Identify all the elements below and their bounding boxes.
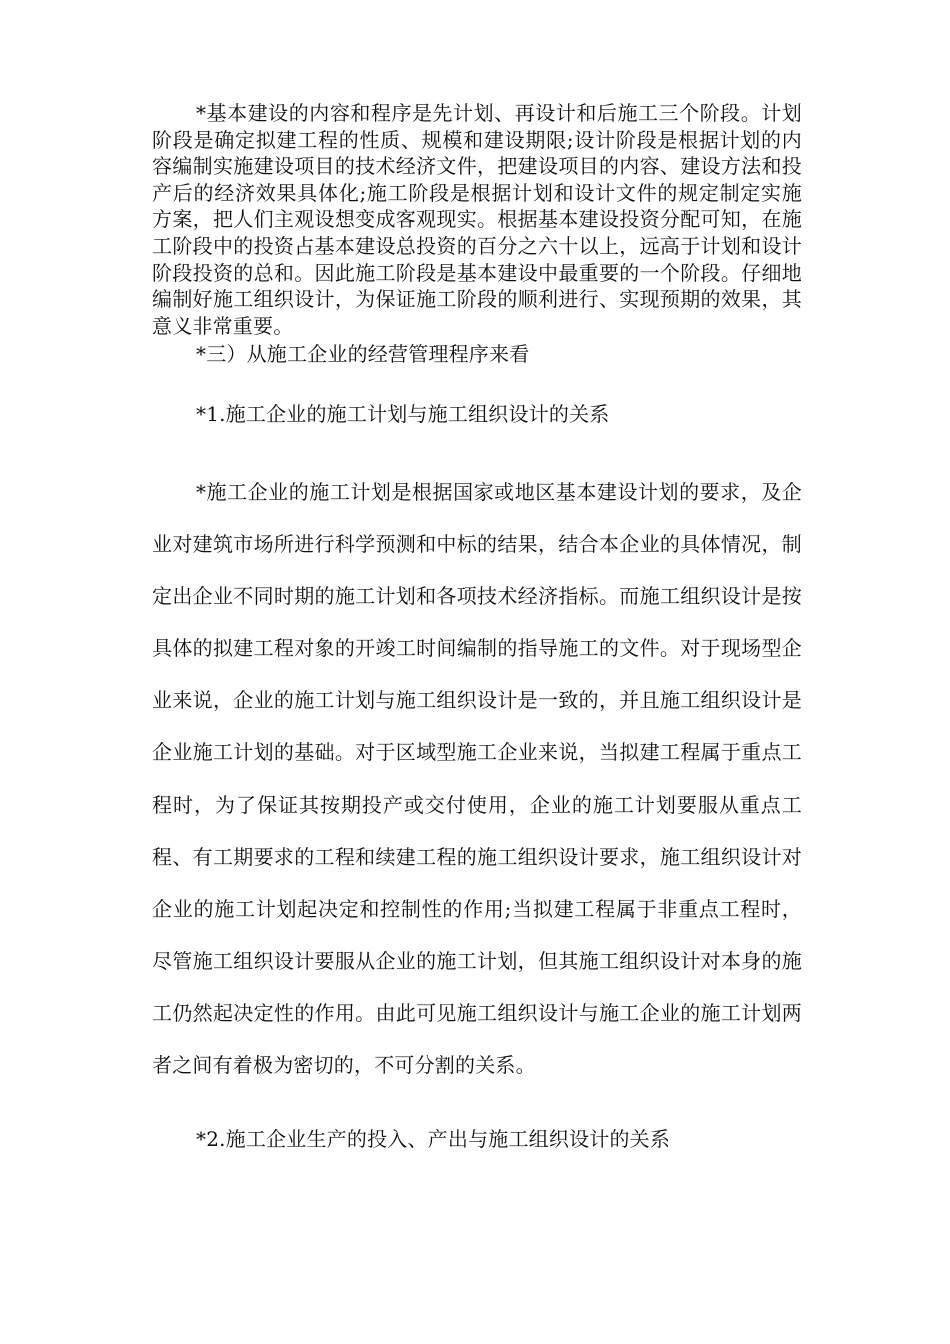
body-paragraph-basic-construction: *基本建设的内容和程序是先计划、再设计和后施工三个阶段。计划阶段是确定拟建工程的性质、规模和建设期限;设计阶段是根据计划的内容编制实施建设项目的技术经济文件，把建设项目的内容、建设方法和投产后的经济效果具体化;施工阶段是根据计划和设计文件的规定制定实施方案，把人们主观设想变成客观现实。根据基本建设投资分配可知，在施工阶段中的投资占基本建设总投资的百分之六十以上，远高于计划和设计阶段投资的总和。因此施工阶段是基本建设中最重要的一个阶段。仔细地编制好施工组织设计，为保证施工阶段的顺利进行、实现预期的效果，其意义非常重要。 bbox=[152, 101, 802, 338]
subsection-heading-plan-relationship: *1.施工企业的施工计划与施工组织设计的关系 bbox=[196, 402, 610, 426]
subsection-heading-input-output: *2.施工企业生产的投入、产出与施工组织设计的关系 bbox=[196, 1127, 671, 1151]
body-paragraph-construction-plan: *施工企业的施工计划是根据国家或地区基本建设计划的要求，及企业对建筑市场所进行科学预测和中标的结果，结合本企业的具体情况，制定出企业不同时期的施工计划和各项技术经济指标。而施工组织设计是按具体的拟建工程对象的开竣工时间编制的指导施工的文件。对于现场型企业来说，企业的施工计划与施工组织设计是一致的，并且施工组织设计是企业施工计划的基础。对于区域型施工企业来说，当拟建工程属于重点工程时，为了保证其按期投产或交付使用，企业的施工计划要服从重点工程、有工期要求的工程和续建工程的施工组织设计要求，施工组织设计对企业的施工计划起决定和控制性的作用;当拟建工程属于非重点工程时，尽管施工组织设计要服从企业的施工计划，但其施工组织设计对本身的施工仍然起决定性的作用。由此可见施工组织设计与施工企业的施工计划两者之间有着极为密切的，不可分割的关系。 bbox=[152, 480, 802, 1078]
section-heading-management-procedure: *三）从施工企业的经营管理程序来看 bbox=[196, 342, 530, 366]
